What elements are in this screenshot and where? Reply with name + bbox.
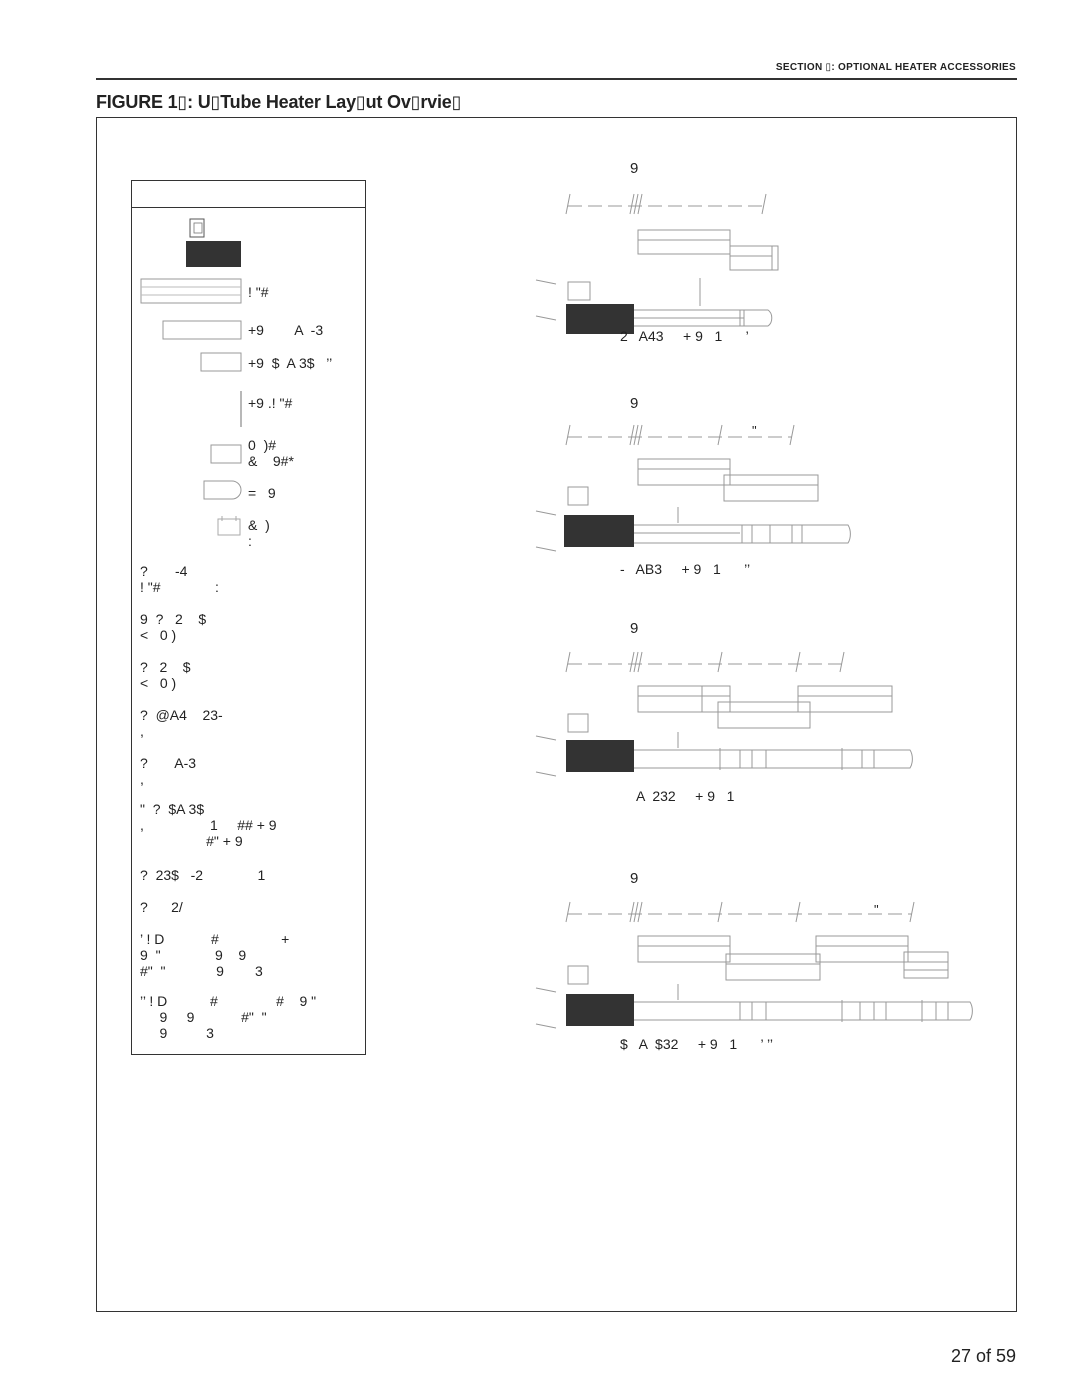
section-header: SECTION ▯: OPTIONAL HEATER ACCESSORIES <box>775 62 1016 73</box>
legend-label-4: +9 .! "# <box>248 395 293 411</box>
legend-note-9: ’ ! D # + 9 " 9 9 #" " 9 3 <box>140 931 290 979</box>
layout-diagram-3 <box>530 620 970 810</box>
layout-diagram-2 <box>530 395 970 585</box>
dimension-label: 9 <box>630 870 639 887</box>
legend-note-5: ? A-3 , <box>140 755 197 787</box>
header-rule <box>96 78 1017 80</box>
diagram-caption: A 232 + 9 1 <box>636 788 735 804</box>
legend-label-2: +9 A -3 <box>248 322 324 338</box>
dimension-label: 9 <box>630 620 639 637</box>
symbol-3 <box>200 351 244 375</box>
page-number: 27 of 59 <box>950 1346 1016 1366</box>
legend-note-7: ? 23$ -2 1 <box>140 867 266 883</box>
legend-note-1: ? -4 ! "# : <box>140 563 219 595</box>
symbol-2 <box>162 319 244 341</box>
legend-header-rule <box>132 207 365 208</box>
diagram-caption: $ A $32 + 9 1 ’ ’’ <box>620 1036 773 1052</box>
symbol-7 <box>216 515 244 539</box>
legend-note-6: " ? $A 3$ , 1 ## + 9 #" + 9 <box>140 801 277 849</box>
legend-box <box>131 180 366 1055</box>
dimension-mark: " <box>752 423 757 438</box>
diagram-caption: - AB3 + 9 1 ’’ <box>620 561 751 577</box>
burner-symbol <box>184 217 244 269</box>
layout-diagram-1 <box>530 160 970 350</box>
legend-note-4: ? @A4 23- , <box>140 707 223 739</box>
legend-note-2: 9 ? 2 $ < 0 ) <box>140 611 207 643</box>
symbol-1 <box>140 277 244 307</box>
legend-label-7: & ) : <box>248 517 270 549</box>
figure-title: FIGURE 1▯: U▯Tube Heater Lay▯ut Ov▯rvie▯ <box>96 92 462 112</box>
dimension-label: 9 <box>630 160 639 177</box>
u-tube-drawing <box>530 184 970 354</box>
legend-label-3: +9 $ A 3$ ’’ <box>248 355 333 371</box>
symbol-6 <box>202 479 244 503</box>
legend-label-6: = 9 <box>248 485 276 501</box>
dimension-mark: " <box>874 902 879 917</box>
diagram-caption: 2 A43 + 9 1 ’ <box>620 328 749 344</box>
legend-note-8: ? 2/ <box>140 899 183 915</box>
symbol-5 <box>210 443 244 467</box>
legend-label-5: 0 )# & 9#* <box>248 437 294 469</box>
dimension-label: 9 <box>630 395 639 412</box>
layout-diagram-4 <box>530 870 980 1060</box>
legend-label-1: ! "# <box>248 284 269 300</box>
symbol-4 <box>236 389 246 429</box>
legend-note-10: ’’ ! D # # 9 " 9 9 #" " 9 3 <box>140 993 317 1041</box>
u-tube-drawing <box>530 644 970 814</box>
legend-note-3: ? 2 $ < 0 ) <box>140 659 191 691</box>
